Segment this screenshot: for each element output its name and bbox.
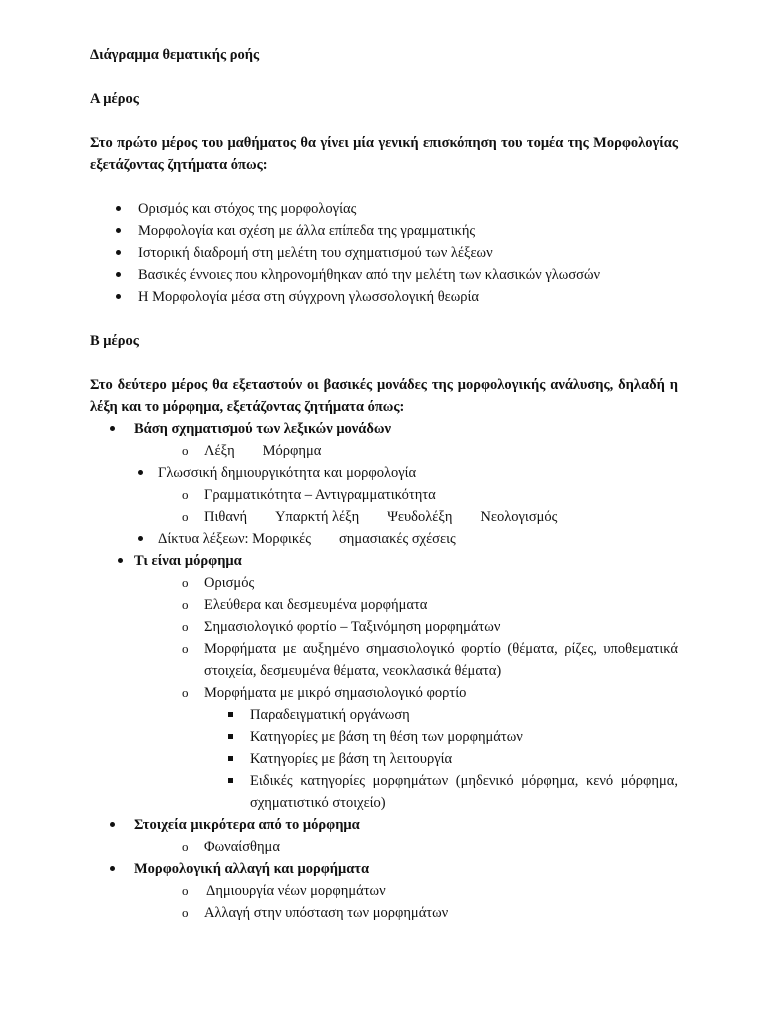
part-a-heading: Α μέρος xyxy=(90,91,139,107)
bullet-icon xyxy=(106,858,128,880)
bullet-icon xyxy=(112,286,134,308)
section-morpheme: Τι είναι μόρφημα xyxy=(90,550,678,572)
bullet-icon xyxy=(112,264,134,286)
outline-item: o Σημασιολογικό φορτίο – Ταξινόμηση μορφημάτων xyxy=(90,616,678,638)
outline-item: o Μορφήματα με μικρό σημασιολογικό φορτίο xyxy=(90,682,678,704)
list-item: Βασικές έννοιες που κληρονομήθηκαν από την μελέτη των κλασικών γλωσσών xyxy=(112,264,678,286)
outline-bullet-icon: o xyxy=(182,883,189,898)
outline-bullet-icon: o xyxy=(182,509,189,524)
spacer xyxy=(90,176,678,198)
bullet-icon xyxy=(134,462,156,484)
square-item: Κατηγορίες με βάση τη θέση των μορφημάτων xyxy=(90,726,678,748)
bullet-icon xyxy=(106,814,128,836)
square-bullet-icon xyxy=(226,704,248,726)
document-title: Διάγραμμα θεματικής ροής xyxy=(90,47,260,63)
outline-item: o Πιθανή Υπαρκτή λέξη Ψευδολέξη Νεολογισμός xyxy=(90,506,678,528)
outline-item: o Λέξη Μόρφημα xyxy=(90,440,678,462)
bullet-icon xyxy=(134,528,156,550)
square-bullet-icon xyxy=(226,748,248,770)
outline-item: o Ορισμός xyxy=(90,572,678,594)
outline-bullet-icon: o xyxy=(182,597,189,612)
bullet-icon xyxy=(112,242,134,264)
outline-item: o Φωναίσθημα xyxy=(90,836,678,858)
part-b-intro: Στο δεύτερο μέρος θα εξεταστούν οι βασικές μονάδες της μορφολογικής ανάλυσης, δηλαδή η λέξη και το μόρφημα, εξετάζοντας ζητήματα όπως: xyxy=(90,377,678,415)
bullet-icon xyxy=(112,198,134,220)
outline-bullet-icon: o xyxy=(182,619,189,634)
outline-item: o Δημιουργία νέων μορφημάτων xyxy=(90,880,678,902)
square-item: Ειδικές κατηγορίες μορφημάτων (μηδενικό μόρφημα, κενό μόρφημα, σχηματιστικό στοιχείο) xyxy=(90,770,678,814)
section-morphological-change: Μορφολογική αλλαγή και μορφήματα xyxy=(90,858,678,880)
square-item: Κατηγορίες με βάση τη λειτουργία xyxy=(90,748,678,770)
document-body xyxy=(90,44,678,924)
part-a-intro: Στο πρώτο μέρος του μαθήματος θα γίνει μία γενική επισκόπηση του τομέα της Μορφολογίας εξετάζοντας ζητήματα όπως: xyxy=(90,135,678,173)
list-item: Ιστορική διαδρομή στη μελέτη του σχηματισμού των λέξεων xyxy=(112,242,678,264)
outline-bullet-icon: o xyxy=(182,641,189,656)
square-bullet-icon xyxy=(226,770,248,792)
list-item: Ορισμός και στόχος της μορφολογίας xyxy=(112,198,678,220)
list-item: Γλωσσική δημιουργικότητα και μορφολογία xyxy=(90,462,678,484)
outline-bullet-icon: o xyxy=(182,839,189,854)
section-word-formation: Βάση σχηματισμού των λεξικών μονάδων xyxy=(90,418,678,440)
list-item: Η Μορφολογία μέσα στη σύγχρονη γλωσσολογική θεωρία xyxy=(112,286,678,308)
outline-bullet-icon: o xyxy=(182,487,189,502)
outline-bullet-icon: o xyxy=(182,443,189,458)
square-item: Παραδειγματική οργάνωση xyxy=(90,704,678,726)
outline-bullet-icon: o xyxy=(182,905,189,920)
list-item: Δίκτυα λέξεων: Μορφικές σημασιακές σχέσεις xyxy=(90,528,678,550)
outline-item: o Ελεύθερα και δεσμευμένα μορφήματα xyxy=(90,594,678,616)
list-item: Μορφολογία και σχέση με άλλα επίπεδα της γραμματικής xyxy=(112,220,678,242)
part-b-heading: Β μέρος xyxy=(90,333,139,349)
bullet-icon xyxy=(114,550,136,572)
outline-bullet-icon: o xyxy=(182,685,189,700)
section-submorphemic: Στοιχεία μικρότερα από το μόρφημα xyxy=(90,814,678,836)
outline-item: o Αλλαγή στην υπόσταση των μορφημάτων xyxy=(90,902,678,924)
outline-item: o Μορφήματα με αυξημένο σημασιολογικό φορτίο (θέματα, ρίζες, υποθεματικά στοιχεία, δεσμευμένα θέματα, νεοκλασικά θέματα) xyxy=(90,638,678,682)
square-bullet-icon xyxy=(226,726,248,748)
bullet-icon xyxy=(112,220,134,242)
outline-item: o Γραμματικότητα – Αντιγραμματικότητα xyxy=(90,484,678,506)
bullet-icon xyxy=(106,418,128,440)
outline-bullet-icon: o xyxy=(182,575,189,590)
part-a-list xyxy=(90,198,678,308)
